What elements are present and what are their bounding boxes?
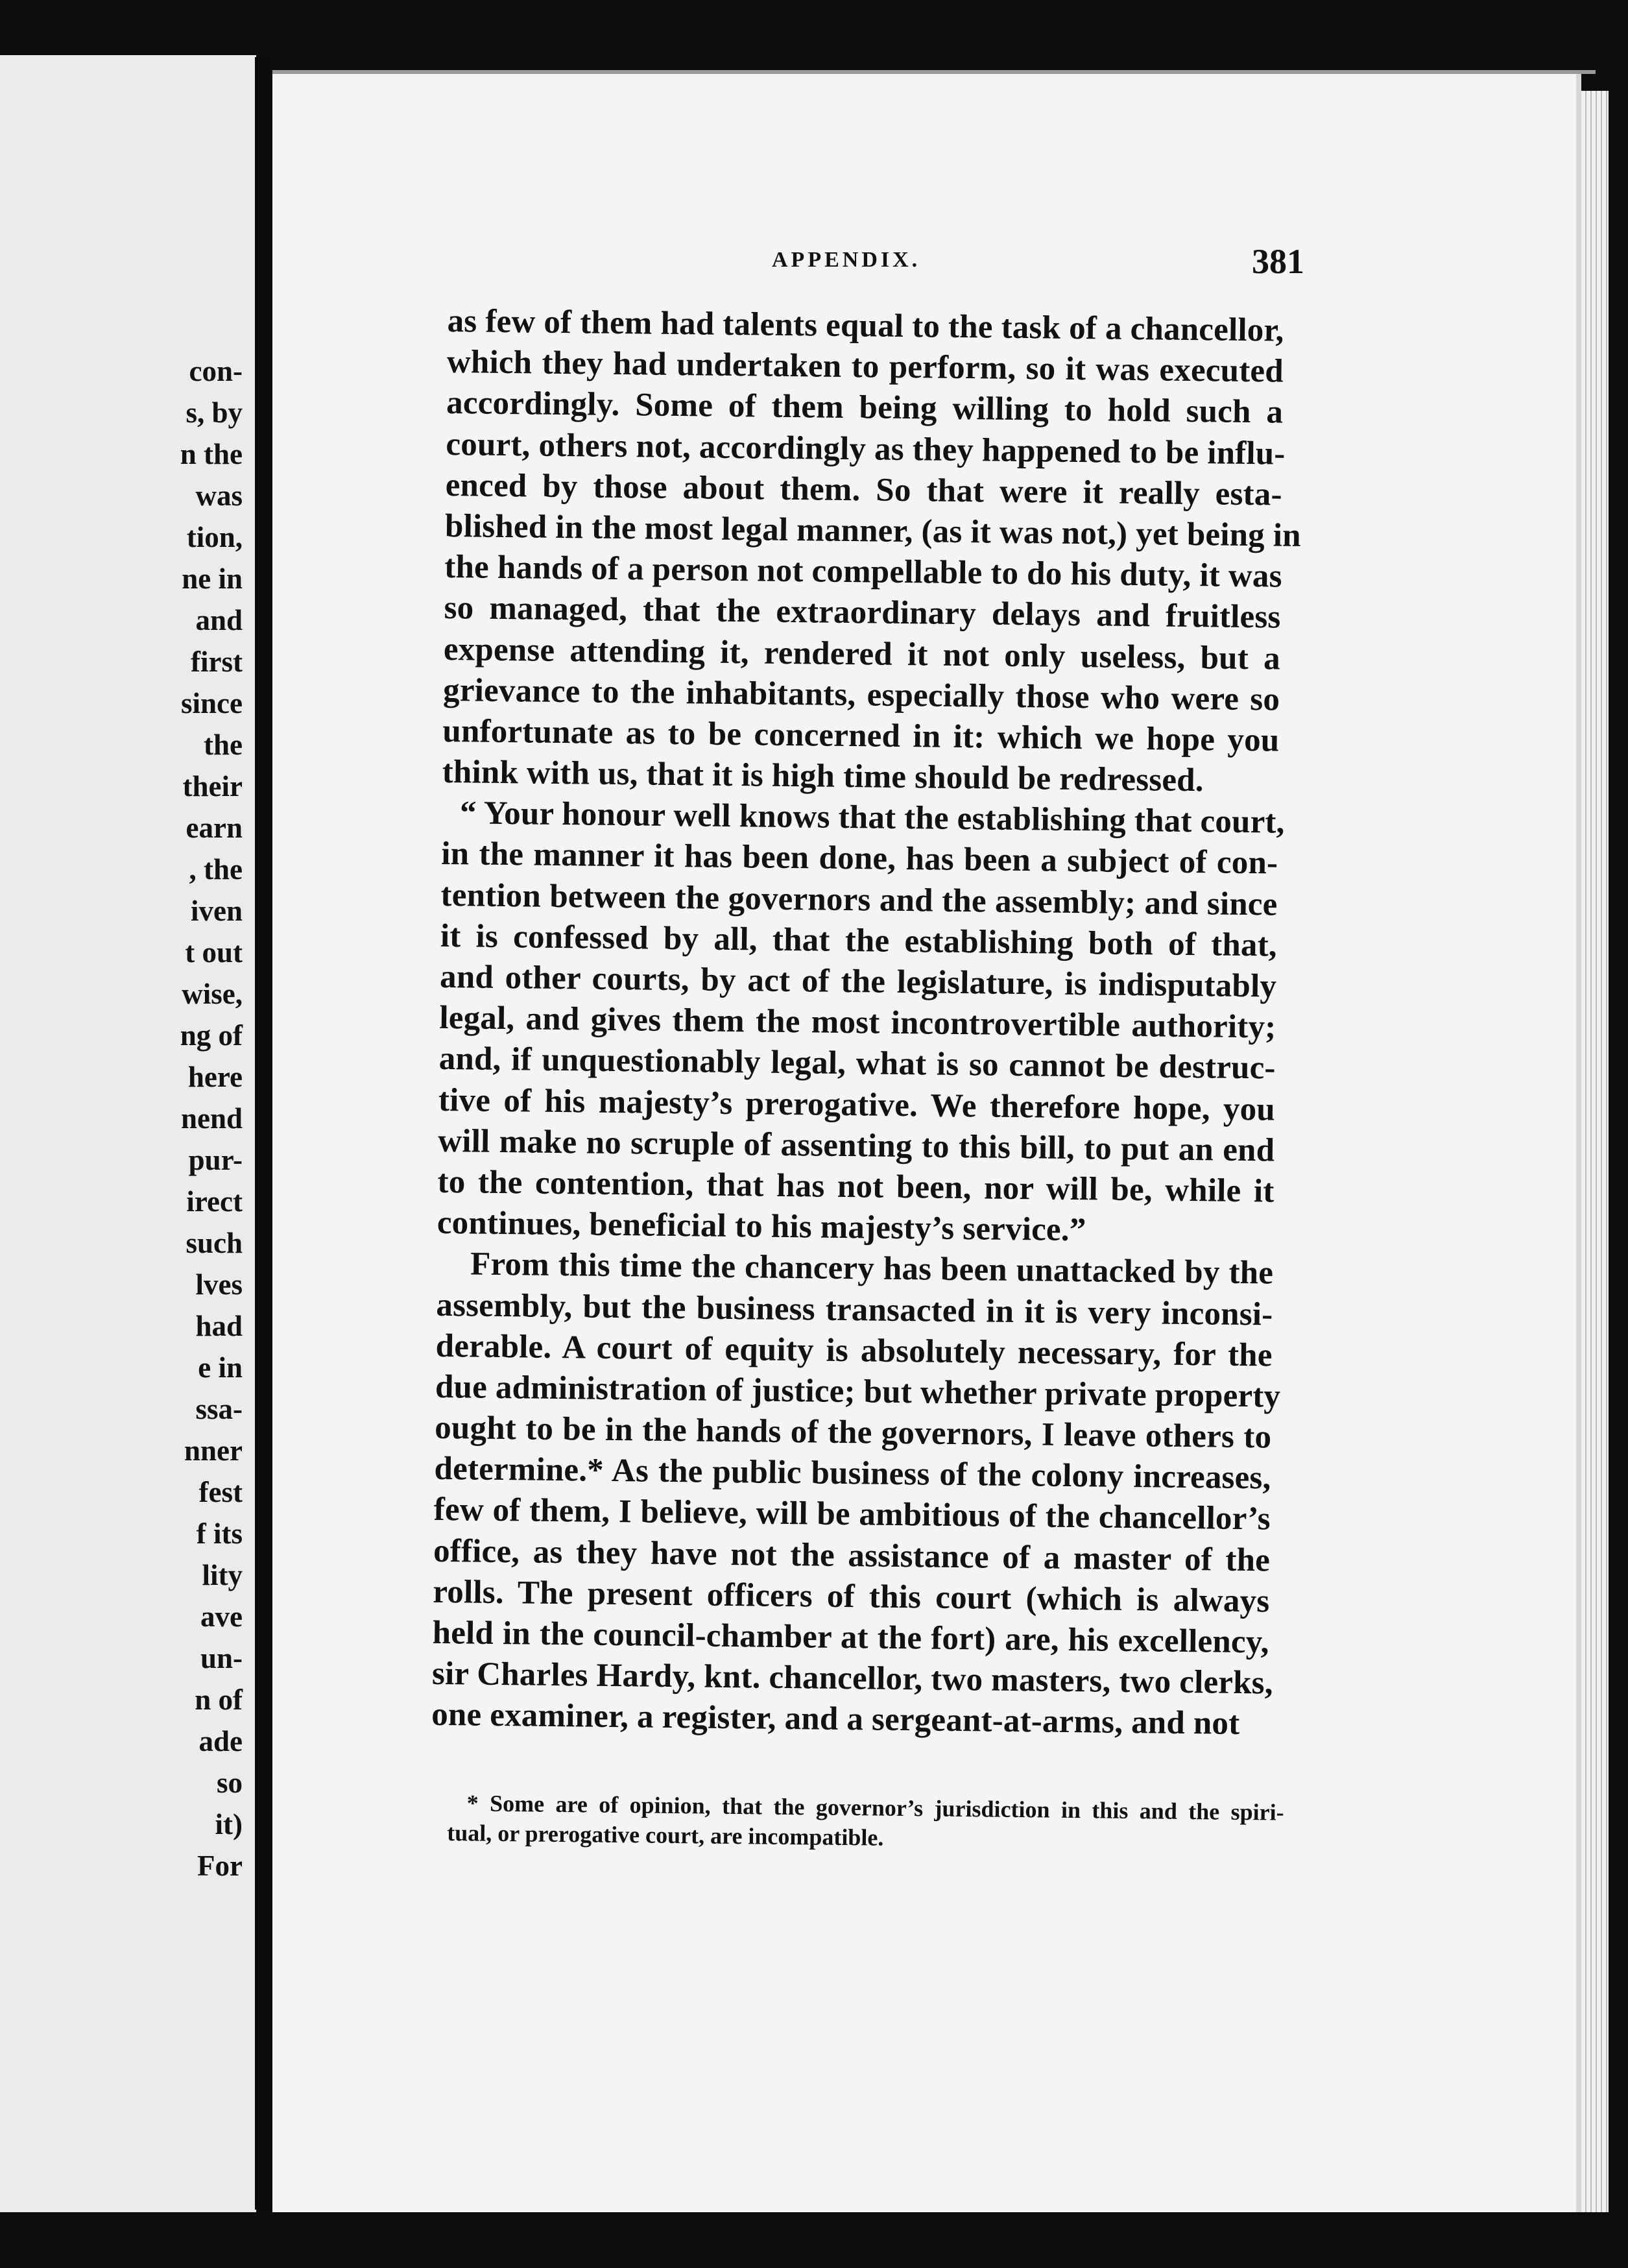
left-fragment-line: t out [185,936,243,969]
left-fragment-line: it) [215,1808,243,1840]
left-fragment-line: the [204,729,243,761]
text-line: and other courts, by act of the legislature, is indisputably [439,958,1277,1005]
footnote-line: tual, or prerogative court, are incompatible. [446,1819,884,1851]
text-line: blished in the most legal manner, (as it was not,) yet being in [444,507,1302,554]
text-line: it is confessed by all, that the establishing both of that, [440,917,1278,964]
page-fore-edge [1581,91,1609,2212]
left-fragment-line: their [182,770,243,802]
text-line: rolls. The present officers of this court (which is always [433,1573,1270,1620]
text-line: court, others not, accordingly as they happened to be influ- [446,426,1286,472]
text-line: so managed, that the extraordinary delays and fruitless [444,590,1281,636]
text-line: and, if unquestionably legal, what is so cannot be destruc- [438,1041,1276,1087]
text-line: in the manner it has been done, has been a subject of con- [441,836,1278,882]
text-line: “ Your honour well knows that the establishing that court, [459,795,1285,841]
left-fragment-line: since [181,687,243,719]
left-fragment-line: f its [196,1517,243,1550]
text-line: legal, and gives them the most incontrovertible authority; [439,1000,1276,1046]
left-fragment-line: n the [180,438,243,470]
text-line: will make no scruple of assenting to this bill, to put an end [437,1122,1275,1169]
text-line: derable. A court of equity is absolutely necessary, for the [435,1327,1273,1374]
left-fragment-line: , the [189,853,243,886]
left-fragment-line: here [187,1061,243,1093]
text-line: assembly, but the business transacted in it is very inconsi- [436,1286,1273,1333]
left-fragment-line: had [195,1310,243,1342]
left-fragment-line: wise, [182,978,243,1010]
text-line: enced by those about them. So that were it really esta- [445,466,1283,513]
text-line: one examiner, a register, and a sergeant-at-arms, and not [431,1696,1240,1743]
page-number: 381 [1252,242,1304,281]
left-fragment-line: iven [190,895,243,927]
text-line: as few of them had talents equal to the task of a chancellor, [447,302,1284,349]
left-fragment-line: ne in [182,562,243,595]
left-fragment-line: tion, [186,521,243,553]
left-fragment-line: ade [198,1725,243,1757]
text-line: sir Charles Hardy, knt. chancellor, two masters, two clerks, [431,1656,1274,1702]
text-line: office, as they have not the assistance of a master of the [433,1532,1271,1579]
text-line: determine.* As the public business of the colony increases, [434,1451,1271,1497]
left-page-text [0,350,254,1887]
left-fragment-line: lity [202,1559,243,1591]
text-line: think with us, that it is high time should be redressed. [442,754,1204,799]
left-fragment-line: earn [186,812,243,844]
text-line: grievance to the inhabitants, especially those who were so [442,671,1280,718]
left-fragment-line: un- [200,1642,243,1674]
body-text [431,301,1302,1745]
left-fragment-line: first [191,645,243,678]
text-line: tive of his majesty’s prerogative. We therefore hope, you [438,1081,1276,1128]
text-line: held in the council-chamber at the fort) are, his excellency, [432,1614,1269,1661]
left-page-fragment [0,55,256,2212]
left-fragment-line: and [195,604,243,636]
left-fragment-line: ave [200,1600,243,1633]
left-fragment-line: pur- [188,1144,243,1176]
left-fragment-line: nner [184,1434,243,1467]
left-fragment-line: lves [195,1268,243,1301]
text-line: accordingly. Some of them being willing to hold such a [446,385,1284,431]
left-fragment-line: fest [198,1476,243,1508]
text-line: continues, beneficial to his majesty’s service.” [437,1205,1086,1249]
left-fragment-line: so [216,1767,243,1799]
text-line: the hands of a person not compellable to do his duty, it was [444,549,1283,595]
text-line: ought to be in the hands of the governors, I leave others to [434,1409,1272,1456]
text-line: to the contention, that has not been, nor will be, while it [437,1163,1275,1210]
left-fragment-line: For [197,1850,243,1882]
left-fragment-line: irect [186,1185,243,1218]
left-fragment-line: s, by [186,396,243,429]
left-fragment-line: was [195,479,243,512]
left-fragment-line: nend [180,1102,243,1135]
left-fragment-line: n of [195,1683,243,1716]
text-line: due administration of justice; but whether private property [435,1368,1281,1415]
text-line: which they had undertaken to perform, so it was executed [446,344,1284,390]
left-fragment-line: e in [198,1351,243,1384]
left-fragment-line: such [186,1227,243,1259]
footnote-line: * Some are of opinion, that the governor’s jurisdiction in this and the spiri- [466,1790,1284,1826]
left-fragment-line: ng of [180,1019,243,1052]
text-line: few of them, I believe, will be ambitious of the chancellor’s [433,1491,1271,1538]
text-line: tention between the governors and the assembly; and since [440,876,1278,923]
page-top-edge [272,70,1596,74]
text-line: unfortunate as to be concerned in it: which we hope you [442,712,1280,759]
book-gutter [255,57,270,2210]
left-fragment-line: con- [189,355,243,387]
running-head: APPENDIX. [772,248,921,272]
text-line: expense attending it, rendered it not only useless, but a [443,631,1281,677]
text-line: From this time the chancery has been unattacked by the [470,1246,1274,1292]
footnote [447,1788,1284,1857]
left-fragment-line: ssa- [195,1393,243,1425]
